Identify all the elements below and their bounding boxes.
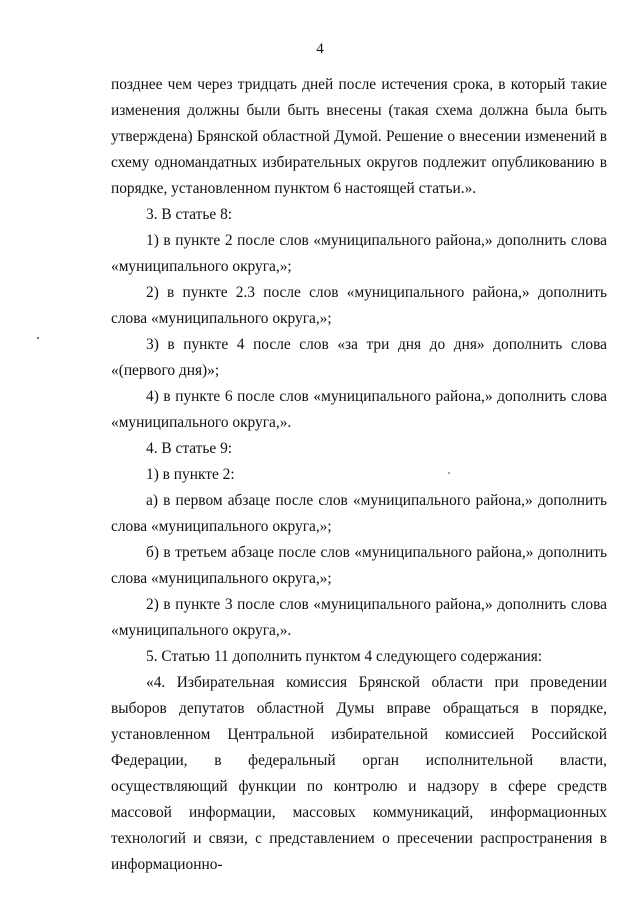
paragraph-5: 3) в пункте 4 после слов «за три дня до дня» дополнить слова «(первого дня)»; [111,336,607,379]
scan-speck [448,472,450,474]
paragraph-3: 1) в пункте 2 после слов «муниципального района,» дополнить слова «муниципального округа,»; [111,232,607,275]
paragraph-9: а) в первом абзаце после слов «муниципального района,» дополнить слова «муниципального округа,»; [111,492,607,535]
paragraph-11: 2) в пункте 3 после слов «муниципального района,» дополнить слова «муниципального округа,». [111,596,607,639]
paragraph-2: 3. В статье 8: [146,206,233,223]
paragraph-13: «4. Избирательная комиссия Брянской области при проведении выборов депутатов областной Думы вправе обращаться в порядке, установленном Центральной избирательной комиссией Российской Федерации, в федеральный орган исполнительной власти, осуществляющий функции по контролю и надзору в сфере средств массовой информации, массовых коммуникаций, информационных технологий и связи, с представлением о пресечении распространения в информационно- [111,674,607,873]
document-body [111,72,607,878]
scan-speck [37,337,39,339]
paragraph-1: позднее чем через тридцать дней после истечения срока, в который такие изменения должны были быть внесены (такая схема должна была быть утверждена) Брянской областной Думой. Решение о внесении изменений в схему одномандатных избирательных округов подлежит опубликованию в порядке, установленном пунктом 6 настоящей статьи.». [111,76,607,197]
paragraph-12: 5. Статью 11 дополнить пунктом 4 следующего содержания: [146,648,543,665]
paragraph-10: б) в третьем абзаце после слов «муниципального района,» дополнить слова «муниципального округа,»; [111,544,607,587]
paragraph-4: 2) в пункте 2.3 после слов «муниципального района,» дополнить слова «муниципального округа,»; [111,284,607,327]
paragraph-7: 4. В статье 9: [146,440,233,457]
paragraph-6: 4) в пункте 6 после слов «муниципального района,» дополнить слова «муниципального округа,». [111,388,607,431]
page-number: 4 [316,41,324,57]
paragraph-8: 1) в пункте 2: [146,466,235,483]
